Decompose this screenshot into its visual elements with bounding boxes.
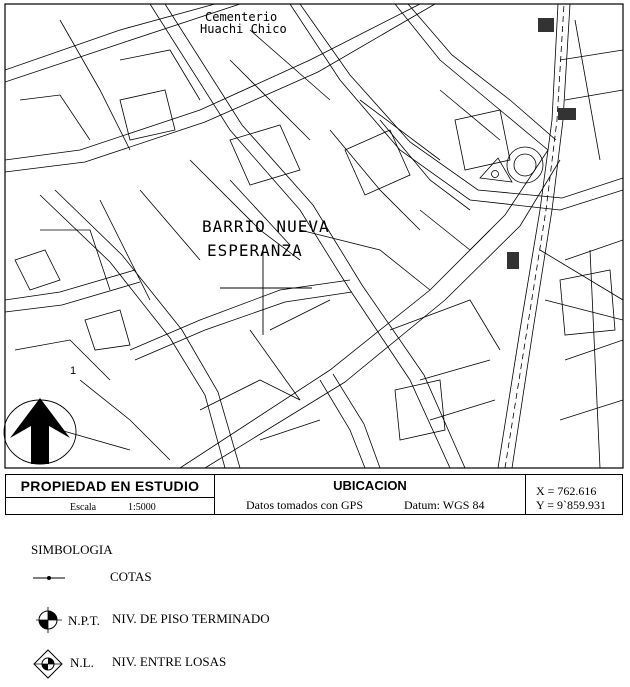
barrio-label-line2: ESPERANZA [207, 241, 303, 260]
location-cell [215, 475, 526, 514]
legend-cotas-text: COTAS [110, 569, 152, 584]
coordinate-y: Y = 9`859.931 [536, 498, 606, 512]
property-title: PROPIEDAD EN ESTUDIO [20, 478, 200, 494]
scale-label: Escala [70, 502, 97, 513]
slab-level-icon [32, 648, 64, 680]
location-title: UBICACION [333, 478, 407, 493]
title-block [5, 474, 623, 515]
north-number-label: 1 [70, 365, 77, 377]
legend-title: SIMBOLOGIA [31, 542, 113, 557]
property-cell [6, 475, 215, 514]
legend-nl-text: NIV. ENTRE LOSAS [112, 654, 227, 669]
legend-npt-code: N.P.T. [68, 613, 100, 628]
legend-npt-text: NIV. DE PISO TERMINADO [112, 611, 270, 626]
coordinate-x: X = 762.616 [536, 484, 597, 498]
datum-text: Datum: WGS 84 [404, 498, 485, 512]
legend-nl-code: N.L. [70, 655, 94, 670]
cemetery-name-label: Huachi Chico [200, 22, 287, 36]
barrio-label-line1: BARRIO NUEVA [202, 217, 330, 236]
dimension-line-icon [32, 572, 66, 584]
coordinates-cell [526, 475, 622, 514]
cemetery-label: Cementerio [205, 10, 278, 24]
gps-note: Datos tomados con GPS [246, 498, 363, 512]
finished-floor-level-icon [35, 606, 63, 634]
property-divider [6, 497, 214, 498]
scale-value: 1:5000 [128, 502, 156, 513]
